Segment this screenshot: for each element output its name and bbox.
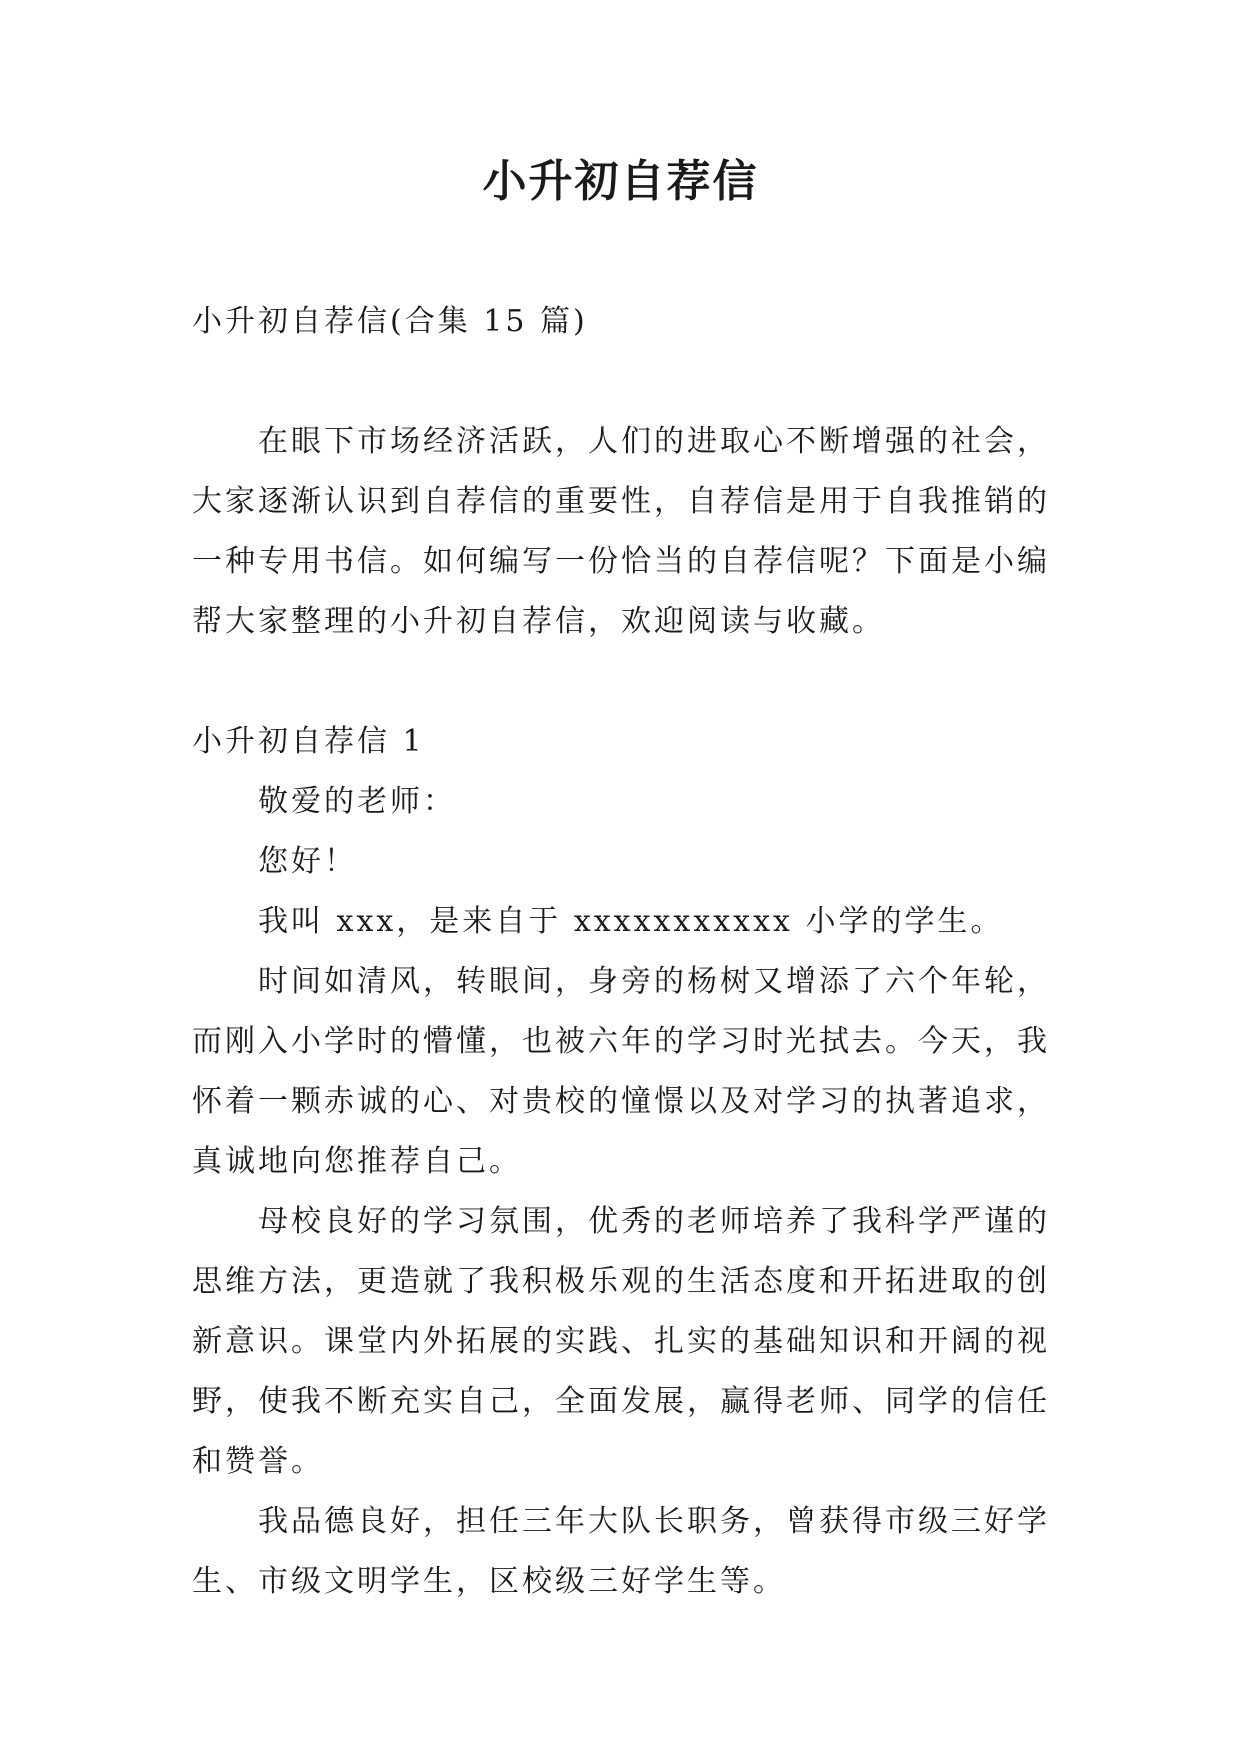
salutation: 敬爱的老师：	[258, 784, 456, 819]
letter-paragraph: 母校良好的学习氛围，优秀的老师培养了我科学严谨的思维方法，更造就了我积极乐观的生活态度和开拓进取的创新意识。课堂内外拓展的实践、扎实的基础知识和开阔的视野，使我不断充实自己，全面发展，赢得老师、同学的信任和赞誉。	[192, 1204, 1050, 1479]
spacer	[192, 352, 1052, 412]
document-subtitle: 小升初自荐信(合集 15 篇)	[192, 304, 588, 339]
section-heading: 小升初自荐信 1	[192, 724, 425, 759]
letter-paragraph: 我叫 xxx，是来自于 xxxxxxxxxxx 小学的学生。	[258, 904, 1004, 939]
document-body	[192, 292, 1052, 1612]
letter-paragraph: 时间如清风，转眼间，身旁的杨树又增添了六个年轮，而刚入小学时的懵懂，也被六年的学习时光拭去。今天，我怀着一颗赤诚的心、对贵校的憧憬以及对学习的执著追求，真诚地向您推荐自己。	[192, 964, 1050, 1179]
letter-paragraph: 我品德良好，担任三年大队长职务，曾获得市级三好学生、市级文明学生，区校级三好学生等。	[192, 1504, 1050, 1599]
greeting: 您好！	[258, 844, 357, 879]
document-title: 小升初自荐信	[482, 156, 759, 207]
spacer	[192, 652, 1052, 712]
intro-paragraph: 在眼下市场经济活跃，人们的进取心不断增强的社会，大家逐渐认识到自荐信的重要性，自荐信是用于自我推销的一种专用书信。如何编写一份恰当的自荐信呢？下面是小编帮大家整理的小升初自荐信，欢迎阅读与收藏。	[192, 424, 1050, 639]
